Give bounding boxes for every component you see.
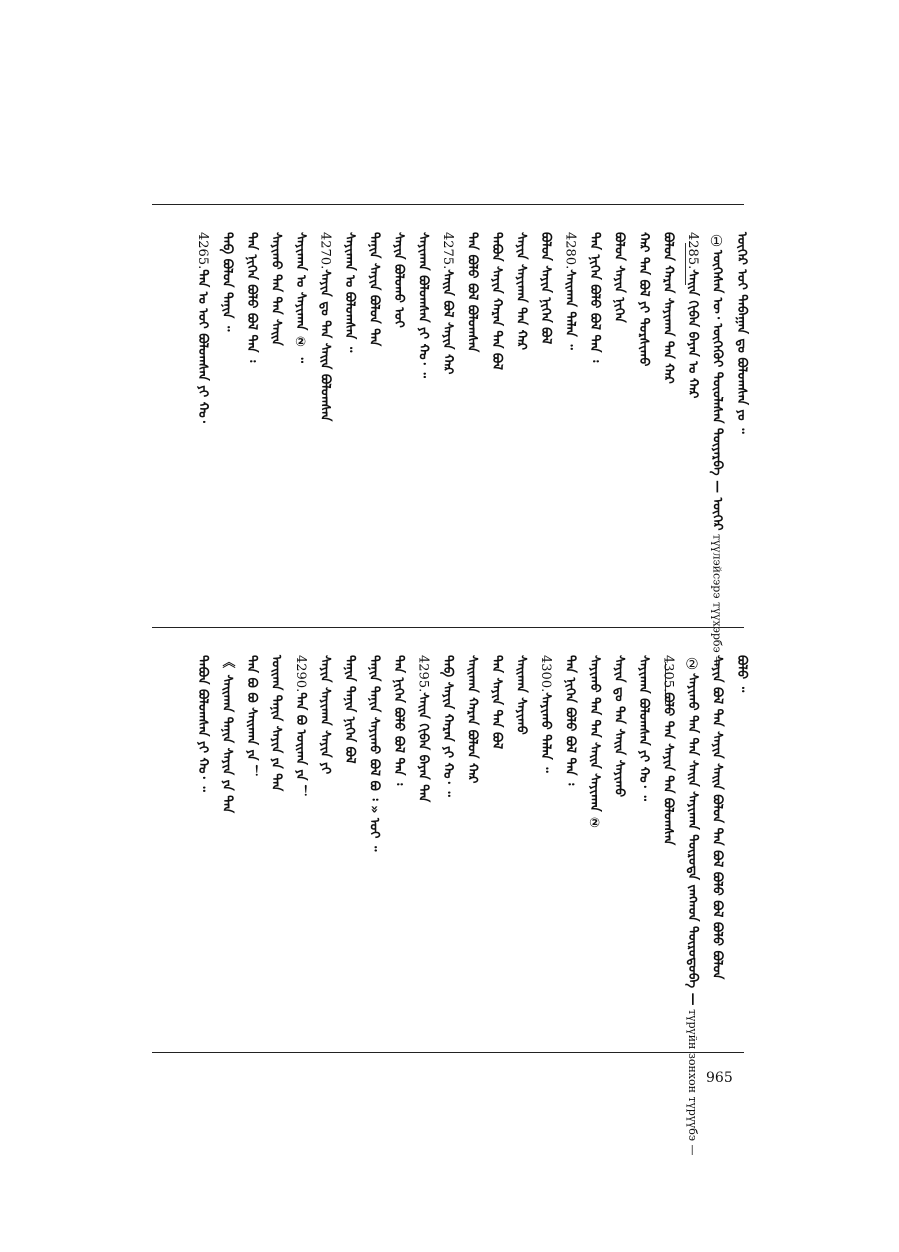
text-column bbox=[412, 232, 434, 617]
text-column bbox=[583, 655, 605, 1040]
page-number: 965 bbox=[706, 1070, 733, 1086]
bottom-rule bbox=[152, 1052, 744, 1053]
text-column bbox=[730, 655, 752, 1040]
verse-text: ᠰᠠᠢᠬᠠᠨ ᠲᠠᠯᠠᠨ ᠃ bbox=[562, 269, 578, 350]
verse-text: ᠰᠠᠶᠢᠬᠠᠨ ᠤ ᠰᠠᠶᠢᠬᠠᠨ ② ᠃ bbox=[293, 232, 308, 363]
text-column bbox=[534, 655, 556, 1040]
text-column bbox=[681, 232, 703, 617]
text-column bbox=[191, 655, 213, 1040]
line-number: 4295. bbox=[415, 655, 431, 693]
text-column bbox=[657, 232, 679, 617]
verse-text: ᠲᠠᠪ ᠪᠣᠯᠤᠨ ᠲᠠᠨᠢᠨ ᠃ bbox=[219, 232, 235, 332]
text-column bbox=[583, 232, 605, 617]
verse-text: ᠰᠠᠶᠢᠬᠠᠨ ᠪᠣᠯᠤᠭᠰᠠᠨ ᠶᠢ ᠬᠣ᠂ ᠃ bbox=[415, 232, 431, 378]
verse-text: ᠲᠠᠪ ᠰᠠᠶᠢᠨ ᠬᠠᠷᠠᠨ ᠶᠢ ᠬᠣ᠂ ᠃ bbox=[440, 655, 455, 797]
verse-text: ᠲᠠᠨ ᠪᠣᠯᠤ ᠪᠣᠯ ᠪᠣᠯᠤᠭᠰᠠᠨ bbox=[464, 232, 480, 353]
text-column bbox=[387, 232, 409, 617]
line-number: ② bbox=[683, 655, 701, 673]
verse-text: ᠰᠠᠶᠢᠬᠤ ᠲᠠᠨ ᠲᠠᠨ ᠰᠠᠢᠨ ᠰᠠᠶᠢᠬᠠᠨ ᠲᠦᠷᠦᠳᠡ ᠵᠠᠩᠬᠣᠨ ᠲᠦᠷᠦᠳᠦᠪᠡ — bbox=[685, 673, 700, 1006]
text-column bbox=[559, 655, 581, 1040]
verse-text: ᠲᠠᠨᠢᠨ ᠲᠠᠨᠢᠨ ᠨᠢᠭᠡᠨ ᠪᠣᠯ bbox=[342, 655, 357, 764]
verse-text: ᠲᠠᠪᠤᠨ ᠪᠣᠯᠤᠭᠰᠠᠨ ᠶᠢ ᠬᠣ᠂ ᠃ bbox=[195, 655, 210, 792]
text-column bbox=[730, 232, 752, 617]
text-column bbox=[559, 232, 581, 617]
line-number: 4290. bbox=[293, 655, 308, 693]
top-rule bbox=[152, 204, 744, 205]
text-column bbox=[314, 232, 336, 617]
verse-text: ᠪᠣᠯᠣᠨ ᠬᠠᠷᠠᠨ ᠰᠠᠶᠢᠬᠠᠨ ᠲᠠᠨ ᠬᠠᠷ bbox=[660, 232, 676, 384]
verse-text: ᠲᠠᠨ ᠨᠢᠭᠡᠨ ᠪᠣᠯᠤ ᠪᠣᠯ ᠲᠠᠨ ᠄ bbox=[244, 232, 259, 363]
text-column bbox=[657, 655, 679, 1040]
line-number: 4265. bbox=[195, 232, 210, 270]
middle-rule bbox=[152, 627, 744, 628]
text-column bbox=[216, 655, 238, 1040]
verse-text: ᠰᠠᠶᠢᠬᠤ ᠲᠠᠨ ᠲᠠᠨ ᠰᠠᠢᠨ bbox=[268, 232, 284, 346]
text-column bbox=[216, 232, 238, 617]
transliteration-note: түрүйн зонхон түрүүбэ — bbox=[686, 1005, 699, 1156]
text-column bbox=[632, 232, 654, 617]
text-column bbox=[265, 655, 287, 1040]
verse-text: ᠰᠠᠶᠢᠬᠤ ᠲᠠᠨ ᠲᠠᠨ ᠰᠠᠢᠨ ᠰᠠᠶᠢᠬᠠᠨ ② bbox=[587, 655, 602, 832]
verse-text: ᠲᠠᠨᠢᠨ ᠲᠠᠨᠢᠨ ᠰᠠᠶᠢᠬᠤ ᠪᠣᠯ ᠪᠣ ᠄ » ᠣᠢ ᠃ bbox=[366, 655, 382, 852]
text-column bbox=[534, 232, 556, 617]
verse-text: ᠲᠠᠨ ᠰᠠᠶᠢᠨ ᠲᠠᠨ ᠪᠣᠯ bbox=[489, 655, 504, 750]
text-column bbox=[191, 232, 213, 617]
text-column bbox=[363, 655, 385, 1040]
text-column bbox=[608, 232, 630, 617]
line-number: 4280. bbox=[562, 232, 578, 270]
verse-text: ᠰᠠᠶᠢᠨ ᠰᠠᠶᠢᠬᠠᠨ ᠰᠠᠶᠢᠨ ᠶᠢ bbox=[317, 655, 333, 775]
verse-text: ᠰᠠᠢᠨ ᠪᠣᠯ ᠰᠠᠶᠢᠨ ᠬᠠᠷ bbox=[440, 269, 455, 375]
verse-text: ᠬᠠᠷ ᠲᠠᠨ ᠪᠣᠯ ᠶᠢ ᠲᠤᠷᠰᠢᠬᠤ bbox=[636, 232, 651, 367]
text-column bbox=[485, 232, 507, 617]
verse-text: ᠲᠠᠨᠢᠨ ᠰᠠᠶᠢᠨ ᠪᠣᠯᠤᠨ ᠲᠠᠨ bbox=[366, 232, 382, 347]
verse-text: ᠰᠠᠢᠨ ᠬᠢᠪᠡᠨ ᠪᠠᠶᠠᠨ ᠲᠠᠨ bbox=[415, 692, 431, 803]
text-column bbox=[387, 655, 409, 1040]
verse-text: ᠦᠬᠡᠷ ᠣᠢ ᠳᠠᠪᠠᠭᠠᠨ ᠳᠤ ᠪᠣᠯᠤᠭᠰᠠᠨ ᠶᠤ ᠃ bbox=[734, 232, 749, 434]
text-column bbox=[510, 655, 532, 1040]
verse-text: ᠲᠠᠨ ᠨᠢᠭᠡᠨ ᠪᠣᠯᠤ ᠪᠣᠯ ᠲᠠᠨ ᠄ bbox=[391, 655, 406, 786]
verse-text: ᠲᠠᠨ ᠨᠢᠭᠡᠨ ᠪᠣᠯᠤ ᠪᠣᠯ ᠲᠠᠨ ᠄ bbox=[587, 232, 602, 363]
verse-text: ᠲᠠᠨ ᠪᠣ ᠪᠣ ᠰᠠᠢᠬᠠᠨ ᠶᠠ ！ bbox=[244, 655, 259, 779]
verse-text: ᠰᠠᠶᠢᠬᠠᠨ ᠪᠣᠯᠤᠭᠰᠠᠨ ᠶᠢ ᠬᠣ᠂ ᠃ bbox=[636, 655, 651, 801]
verse-text: ᠪᠣᠯᠤ ᠲᠠᠨ ᠰᠠᠶᠢᠨ ᠲᠠᠨ ᠪᠣᠯᠤᠭᠰᠠᠨ bbox=[660, 692, 676, 846]
verse-text: ᠰᠠᠢᠨ ᠬᠢᠪᠡᠨ ᠪᠠᠶᠠᠨ ᠤ ᠬᠠᠷ bbox=[685, 269, 700, 399]
verse-text: ᠪᠣᠯᠤᠨ ᠰᠠᠶᠢᠨ ᠨᠢᠭᠡᠨ ᠪᠣᠯ bbox=[538, 232, 553, 345]
text-column bbox=[436, 232, 458, 617]
verse-text: ᠲᠠᠨ ᠤ ᠣᠢ ᠪᠣᠯᠤᠭᠰᠠᠨ ᠶᠢ ᠬᠣ᠂ bbox=[195, 269, 210, 423]
text-column bbox=[240, 232, 262, 617]
text-column bbox=[632, 655, 654, 1040]
line-number: 4305. bbox=[660, 655, 676, 693]
text-column bbox=[314, 655, 336, 1040]
text-column bbox=[289, 655, 311, 1040]
line-number: 4275. bbox=[440, 232, 455, 270]
verse-text: ᠰᠠᠶᠢᠨ ᠳᠤ ᠲᠠᠨ ᠰᠠᠢᠨ ᠪᠣᠯᠤᠭᠰᠠᠨ bbox=[317, 269, 333, 422]
line-number: 4285. bbox=[685, 232, 700, 270]
verse-text: ᠰᠠᠶᠢᠨ ᠰᠠᠶᠢᠬᠠᠨ ᠲᠠᠨ ᠬᠠᠷ bbox=[513, 232, 529, 351]
line-number: ① bbox=[707, 232, 726, 250]
transliteration-note: түүлэйсэрэ түүхэрбэ — bbox=[710, 530, 724, 668]
text-column bbox=[436, 655, 458, 1040]
verse-text: 《 ᠰᠠᠢᠬᠠᠨ ᠲᠠᠨᠢᠨ ᠰᠠᠶᠢᠨ ᠶᠠ ᠲᠠᠨ bbox=[219, 655, 235, 814]
text-column bbox=[338, 232, 360, 617]
verse-text: ᠪᠣᠯᠤᠨ ᠰᠠᠶᠢᠨ ᠨᠢᠭᠡᠨ bbox=[611, 232, 627, 323]
text-column bbox=[363, 232, 385, 617]
text-column bbox=[485, 655, 507, 1040]
text-column bbox=[681, 655, 703, 1156]
text-column bbox=[338, 655, 360, 1040]
line-number: 4300. bbox=[538, 655, 553, 693]
verse-text: ᠲᠠᠨ ᠨᠢᠭᠡᠨ ᠪᠣᠯᠤ ᠪᠣᠯ ᠲᠠᠨ ᠄ bbox=[562, 655, 578, 786]
verse-text: ᠪᠣᠯᠤ ᠃ bbox=[734, 655, 749, 693]
verse-text: ᠦᠬᠡᠰᠡᠨ ᠦ᠂ ᠦᠬᠡᠬᠦᠢ ᠲᠦᠦᠯᠡᠰᠡᠨ ᠲᠦᠶᠡᠷᠪᠡ — ᠦᠬᠡᠷ bbox=[709, 250, 725, 531]
text-column bbox=[289, 232, 311, 617]
verse-text: ᠰᠠᠢᠬᠠᠨ ᠬᠠᠷᠠᠨ ᠪᠣᠯᠤᠨ ᠬᠠᠷ bbox=[464, 655, 480, 784]
text-column bbox=[706, 655, 728, 1040]
verse-text: ᠰᠠᠶᠢᠬᠤ ᠲᠠᠯᠠᠨ ᠃ bbox=[538, 692, 553, 773]
text-column bbox=[706, 232, 728, 668]
verse-text: ᠣᠢᠬᠠ ᠲᠠᠨᠢᠨ ᠰᠠᠶᠢᠨ ᠶᠠ ᠲᠠᠨ bbox=[268, 655, 284, 792]
text-column bbox=[412, 655, 434, 1040]
verse-text: ᠲᠠᠨ ᠪᠣ ᠣᠢᠬᠠ ᠶᠠ ！ bbox=[293, 692, 308, 798]
verse-text: ᠰᠠᠶᠢᠬᠠᠨ ᠤ ᠪᠣᠯᠤᠭᠰᠠᠨ ᠃ bbox=[342, 232, 357, 353]
verse-text: ᠰᠠᠢᠬᠠᠨ ᠰᠠᠶᠢᠬᠤ bbox=[513, 655, 529, 735]
text-column bbox=[461, 232, 483, 617]
text-column bbox=[240, 655, 262, 1040]
verse-text: ᠰᠠᠶᠢᠨ ᠳᠤ ᠲᠠᠨ ᠰᠠᠢᠨ ᠰᠠᠶᠢᠬᠤ bbox=[611, 655, 627, 798]
verse-text: ᠲᠠᠪᠤᠨ ᠰᠠᠶᠢᠨ ᠬᠠᠷᠠᠨ ᠲᠠᠨ ᠪᠣᠯ bbox=[489, 232, 504, 371]
verse-text: ᠰᠠᠶᠢᠨ ᠪᠣᠯ ᠲᠠᠨ ᠰᠠᠶᠢᠨ ᠰᠠᠢᠨ ᠪᠣᠯᠤᠨ ᠲᠠᠨ ᠪᠣᠯ ᠪᠣᠯᠤ ᠪᠣᠯ ᠪᠣᠯᠤ ᠪᠣᠯᠤᠨ bbox=[709, 655, 725, 980]
text-column bbox=[608, 655, 630, 1040]
verse-text: ᠰᠠᠶᠢᠨ ᠪᠣᠯᠤᠬᠤ ᠣᠢ bbox=[391, 232, 406, 328]
upper-text-panel bbox=[140, 232, 750, 668]
line-number: 4270. bbox=[317, 232, 333, 270]
text-column bbox=[510, 232, 532, 617]
text-column bbox=[461, 655, 483, 1040]
text-column bbox=[265, 232, 287, 617]
